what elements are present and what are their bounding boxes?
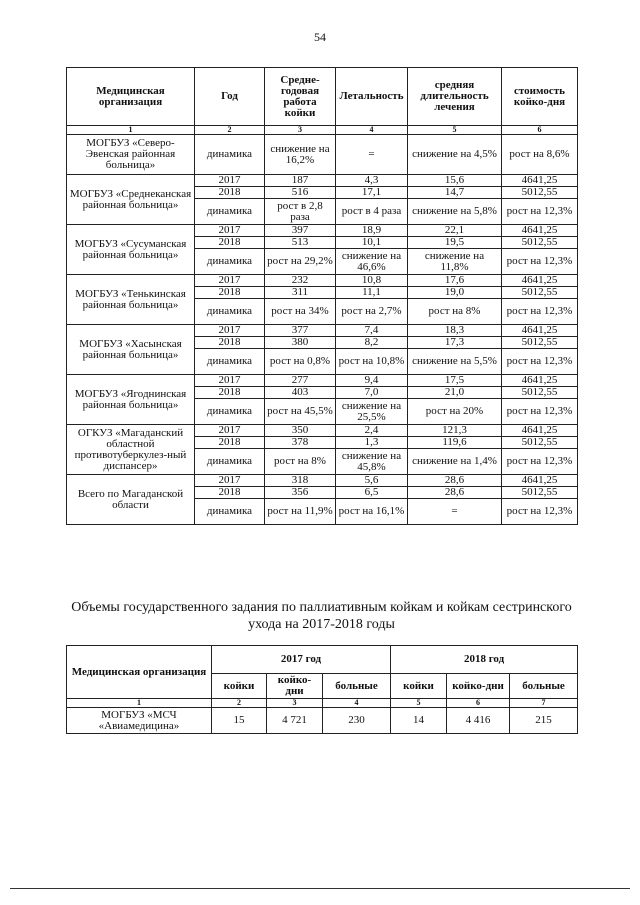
t2-value-cell: 14 — [391, 708, 447, 734]
cell-cost: рост на 12,3% — [502, 199, 578, 225]
t1-header-1: Медицинская организация — [67, 68, 195, 126]
cell-work: 277 — [265, 375, 336, 387]
cell-cost: 5012,55 — [502, 237, 578, 249]
t2-value-cell: 4 721 — [267, 708, 323, 734]
cell-year: 2017 — [195, 275, 265, 287]
table-row — [67, 225, 578, 237]
cell-cost: 4641,25 — [502, 425, 578, 437]
cell-work: рост на 34% — [265, 299, 336, 325]
t1-header-6: стоимость койко-дня — [502, 68, 578, 126]
table-row — [67, 425, 578, 437]
t2-subheader-6: больные — [510, 674, 578, 699]
t2-value-cell: 4 416 — [447, 708, 510, 734]
cell-year: динамика — [195, 499, 265, 525]
org-name-cell: МОГБУЗ «Хасынская районная больница» — [67, 325, 195, 375]
cell-cost: 5012,55 — [502, 487, 578, 499]
cell-lethality: 18,9 — [336, 225, 408, 237]
cell-cost: 5012,55 — [502, 187, 578, 199]
cell-duration: снижение на 4,5% — [408, 135, 502, 175]
cell-duration: 19,0 — [408, 287, 502, 299]
cell-lethality: рост на 2,7% — [336, 299, 408, 325]
cell-work: 403 — [265, 387, 336, 399]
cell-duration: 14,7 — [408, 187, 502, 199]
cell-year: 2017 — [195, 425, 265, 437]
cell-work: 350 — [265, 425, 336, 437]
t1-colnum-2: 2 — [195, 126, 265, 135]
t2-subheader-1: койки — [212, 674, 267, 699]
cell-year: динамика — [195, 449, 265, 475]
cell-year: 2017 — [195, 175, 265, 187]
cell-lethality: 2,4 — [336, 425, 408, 437]
cell-duration: 22,1 — [408, 225, 502, 237]
t1-header-3: Средне-годовая работа койки — [265, 68, 336, 126]
cell-lethality: 11,1 — [336, 287, 408, 299]
t1-header-2: Год — [195, 68, 265, 126]
cell-duration: 15,6 — [408, 175, 502, 187]
t2-value-cell: 230 — [323, 708, 391, 734]
cell-year: 2018 — [195, 487, 265, 499]
cell-lethality: рост на 16,1% — [336, 499, 408, 525]
cell-year: динамика — [195, 349, 265, 375]
t2-subheader-2: койко-дни — [267, 674, 323, 699]
t1-colnum-6: 6 — [502, 126, 578, 135]
table-row — [67, 275, 578, 287]
org-name-cell: МОГБУЗ «Среднеканская районная больница» — [67, 175, 195, 225]
cell-work: 318 — [265, 475, 336, 487]
cell-cost: рост на 12,3% — [502, 399, 578, 425]
table-row — [67, 708, 578, 734]
cell-work: рост на 8% — [265, 449, 336, 475]
cell-cost: рост на 12,3% — [502, 449, 578, 475]
t1-colnum-4: 4 — [336, 126, 408, 135]
t1-header-4: Летальность — [336, 68, 408, 126]
cell-lethality: 1,3 — [336, 437, 408, 449]
cell-lethality: 7,0 — [336, 387, 408, 399]
t1-colnum-3: 3 — [265, 126, 336, 135]
cell-work: 232 — [265, 275, 336, 287]
hospital-stats-table — [66, 67, 578, 525]
org-name-cell: Всего по Магаданской области — [67, 475, 195, 525]
palliative-beds-table — [66, 645, 578, 734]
cell-work: рост на 29,2% — [265, 249, 336, 275]
cell-duration: 121,3 — [408, 425, 502, 437]
org-name-cell: ОГКУЗ «Магаданский областной противотуберкулез-ный диспансер» — [67, 425, 195, 475]
table-row — [67, 325, 578, 337]
cell-work: 187 — [265, 175, 336, 187]
org-name-cell: МОГБУЗ «Северо-Эвенская районная больница» — [67, 135, 195, 175]
cell-year: динамика — [195, 299, 265, 325]
cell-lethality: 8,2 — [336, 337, 408, 349]
cell-year: 2018 — [195, 337, 265, 349]
cell-cost: 4641,25 — [502, 225, 578, 237]
t2-header-2018: 2018 год — [391, 646, 578, 674]
cell-duration: рост на 8% — [408, 299, 502, 325]
cell-duration: рост на 20% — [408, 399, 502, 425]
cell-cost: 4641,25 — [502, 475, 578, 487]
t2-header-org: Медицинская организация — [67, 646, 212, 699]
cell-duration: 119,6 — [408, 437, 502, 449]
t2-header-2017: 2017 год — [212, 646, 391, 674]
cell-cost: 4641,25 — [502, 375, 578, 387]
cell-cost: 5012,55 — [502, 337, 578, 349]
cell-year: 2017 — [195, 375, 265, 387]
cell-duration: снижение на 1,4% — [408, 449, 502, 475]
org-name-cell: МОГБУЗ «Ягоднинская районная больница» — [67, 375, 195, 425]
cell-year: 2018 — [195, 387, 265, 399]
cell-work: 378 — [265, 437, 336, 449]
cell-work: 311 — [265, 287, 336, 299]
cell-cost: 5012,55 — [502, 287, 578, 299]
cell-year: 2018 — [195, 287, 265, 299]
cell-cost: 4641,25 — [502, 325, 578, 337]
page-number: 54 — [314, 30, 326, 44]
cell-work: 380 — [265, 337, 336, 349]
t2-subheader-3: больные — [323, 674, 391, 699]
t1-header-5: средняя длительность лечения — [408, 68, 502, 126]
section-title: Объемы государственного задания по паллиативным койкам и койкам сестринского ухода на 2017-2018 годы — [71, 600, 572, 632]
cell-lethality: 5,6 — [336, 475, 408, 487]
cell-lethality: 9,4 — [336, 375, 408, 387]
cell-cost: 4641,25 — [502, 175, 578, 187]
cell-year: 2018 — [195, 437, 265, 449]
t2-value-cell: 15 — [212, 708, 267, 734]
t1-colnum-5: 5 — [408, 126, 502, 135]
t2-colnum-7: 7 — [510, 699, 578, 708]
cell-cost: 4641,25 — [502, 275, 578, 287]
cell-lethality: 6,5 — [336, 487, 408, 499]
cell-year: 2018 — [195, 187, 265, 199]
cell-duration: снижение на 11,8% — [408, 249, 502, 275]
t2-subheader-5: койко-дни — [447, 674, 510, 699]
t2-value-cell: 215 — [510, 708, 578, 734]
cell-work: 513 — [265, 237, 336, 249]
cell-lethality: снижение на 25,5% — [336, 399, 408, 425]
t2-colnum-3: 3 — [267, 699, 323, 708]
cell-duration: 17,3 — [408, 337, 502, 349]
cell-work: 356 — [265, 487, 336, 499]
cell-duration: 28,6 — [408, 487, 502, 499]
table-row — [67, 475, 578, 487]
t2-org-cell: МОГБУЗ «МСЧ «Авиамедицина» — [67, 708, 212, 734]
cell-duration: 21,0 — [408, 387, 502, 399]
org-name-cell: МОГБУЗ «Сусуманская районная больница» — [67, 225, 195, 275]
cell-work: рост на 45,5% — [265, 399, 336, 425]
cell-duration: 17,6 — [408, 275, 502, 287]
t2-colnum-4: 4 — [323, 699, 391, 708]
table-row — [67, 175, 578, 187]
cell-work: рост на 0,8% — [265, 349, 336, 375]
cell-lethality: снижение на 46,6% — [336, 249, 408, 275]
cell-duration: снижение на 5,5% — [408, 349, 502, 375]
t2-colnum-6: 6 — [447, 699, 510, 708]
t2-subheader-4: койки — [391, 674, 447, 699]
cell-lethality: снижение на 45,8% — [336, 449, 408, 475]
cell-lethality: рост на 10,8% — [336, 349, 408, 375]
org-name-cell: МОГБУЗ «Тенькинская районная больница» — [67, 275, 195, 325]
cell-lethality: 10,8 — [336, 275, 408, 287]
cell-work: рост в 2,8 раза — [265, 199, 336, 225]
cell-year: динамика — [195, 199, 265, 225]
bottom-divider — [10, 888, 630, 889]
table-row — [67, 375, 578, 387]
cell-cost: 5012,55 — [502, 437, 578, 449]
cell-lethality: 10,1 — [336, 237, 408, 249]
cell-lethality: = — [336, 135, 408, 175]
cell-year: динамика — [195, 135, 265, 175]
cell-year: 2018 — [195, 237, 265, 249]
t2-colnum-2: 2 — [212, 699, 267, 708]
cell-duration: 17,5 — [408, 375, 502, 387]
cell-lethality: 4,3 — [336, 175, 408, 187]
cell-duration: = — [408, 499, 502, 525]
cell-cost: рост на 12,3% — [502, 249, 578, 275]
cell-lethality: 7,4 — [336, 325, 408, 337]
table-row — [67, 135, 578, 175]
cell-work: снижение на 16,2% — [265, 135, 336, 175]
cell-lethality: 17,1 — [336, 187, 408, 199]
cell-year: 2017 — [195, 475, 265, 487]
cell-work: 516 — [265, 187, 336, 199]
cell-cost: 5012,55 — [502, 387, 578, 399]
cell-year: динамика — [195, 399, 265, 425]
cell-year: 2017 — [195, 225, 265, 237]
cell-duration: 19,5 — [408, 237, 502, 249]
cell-lethality: рост в 4 раза — [336, 199, 408, 225]
cell-cost: рост на 12,3% — [502, 499, 578, 525]
cell-year: динамика — [195, 249, 265, 275]
t2-colnum-5: 5 — [391, 699, 447, 708]
cell-cost: рост на 8,6% — [502, 135, 578, 175]
cell-duration: снижение на 5,8% — [408, 199, 502, 225]
t1-colnum-1: 1 — [67, 126, 195, 135]
cell-work: 377 — [265, 325, 336, 337]
cell-cost: рост на 12,3% — [502, 349, 578, 375]
cell-work: рост на 11,9% — [265, 499, 336, 525]
cell-year: 2017 — [195, 325, 265, 337]
cell-duration: 18,3 — [408, 325, 502, 337]
cell-work: 397 — [265, 225, 336, 237]
cell-duration: 28,6 — [408, 475, 502, 487]
t2-colnum-1: 1 — [67, 699, 212, 708]
cell-cost: рост на 12,3% — [502, 299, 578, 325]
